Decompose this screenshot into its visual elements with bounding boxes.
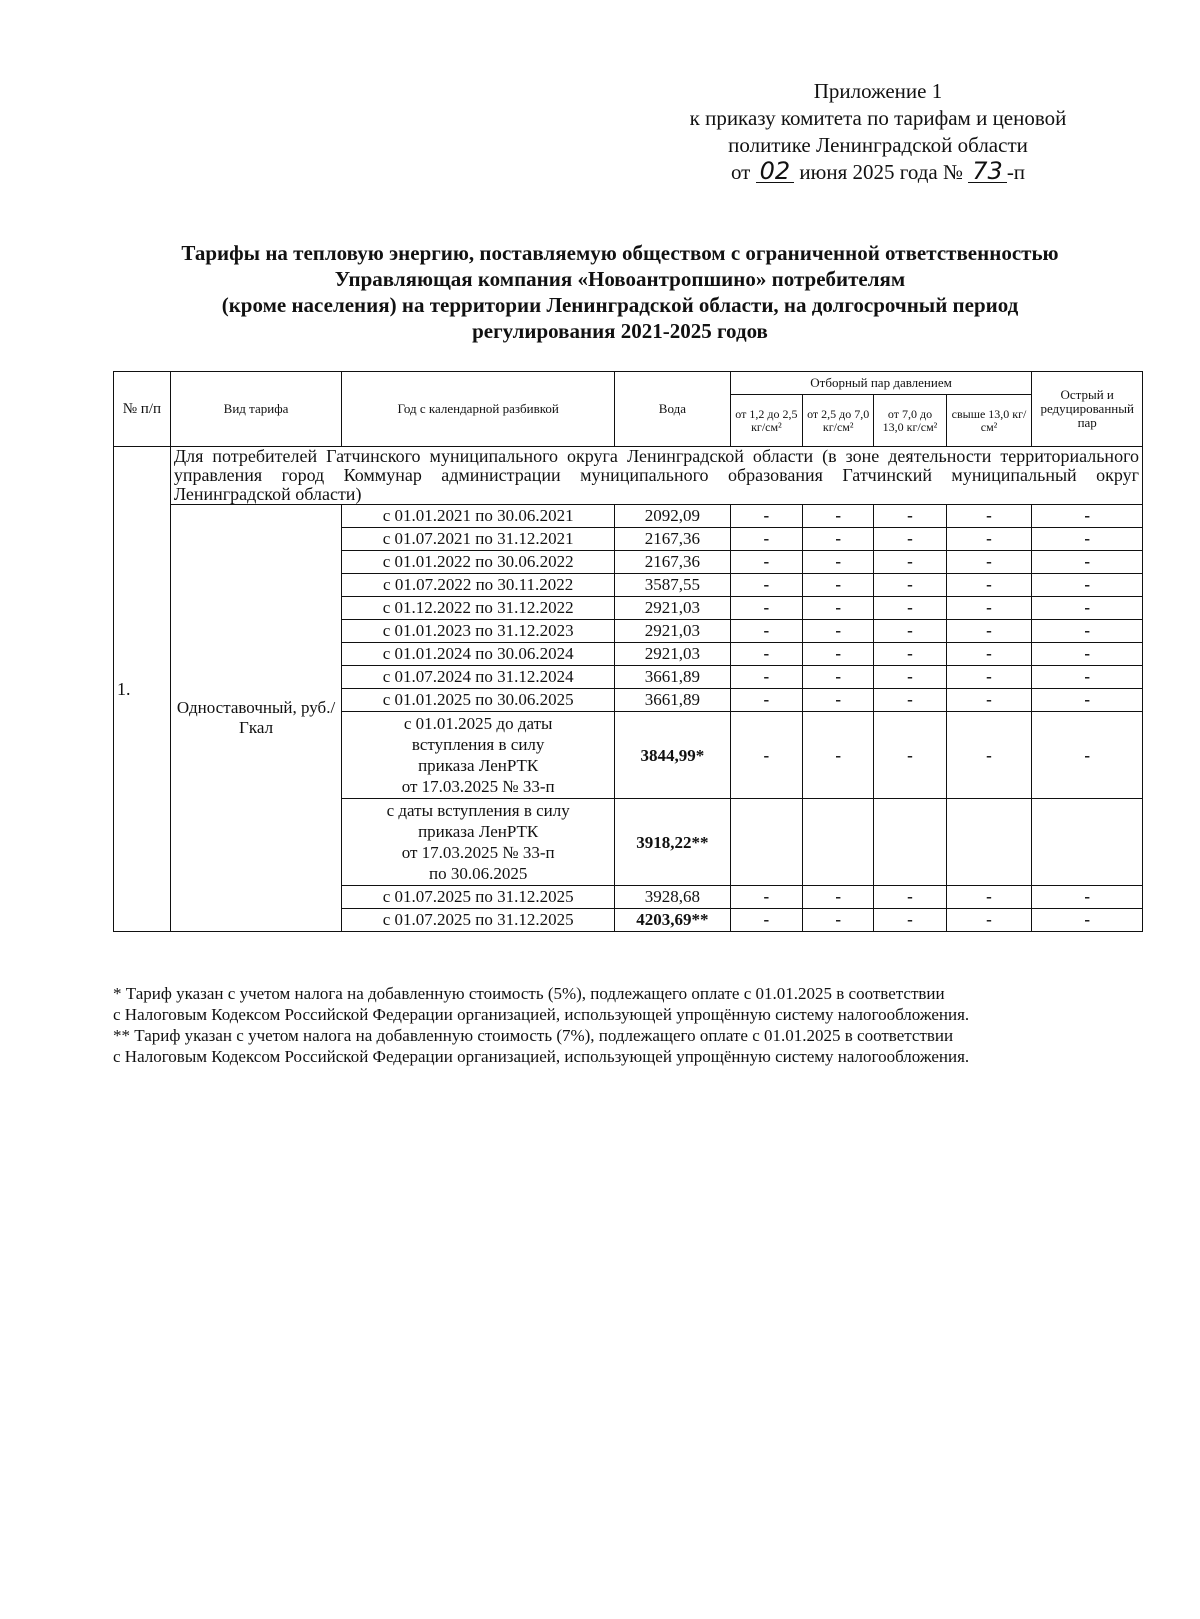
steam-1-cell: - <box>730 620 802 643</box>
steam-3-cell <box>874 799 946 886</box>
steam-3-cell: - <box>874 909 946 932</box>
steam-2-cell: - <box>803 689 874 712</box>
period-cell: с 01.01.2023 по 31.12.2023 <box>342 620 615 643</box>
period-cell: с 01.07.2025 по 31.12.2025 <box>342 909 615 932</box>
consumer-group: Для потребителей Гатчинского муниципального округа Ленинградской области (в зоне деятельности территориального управления город Коммунар администрации муниципального образования Гатчинский муниципальный округ Ленинградской области) <box>170 447 1142 505</box>
steam-4-cell: - <box>946 712 1032 799</box>
steam-2-cell: - <box>803 666 874 689</box>
steam-4-cell: - <box>946 689 1032 712</box>
header-steam-group: Отборный пар давлением <box>730 372 1032 395</box>
footnotes <box>113 983 1153 1067</box>
appendix-line2: к приказу комитета по тарифам и ценовой <box>689 106 1067 130</box>
date-rest: июня 2025 года № <box>799 160 964 184</box>
steam-3-cell: - <box>874 551 946 574</box>
steam-1-cell: - <box>730 909 802 932</box>
steam-4-cell: - <box>946 574 1032 597</box>
period-line: вступления в силу <box>411 735 545 754</box>
water-cell: 3844,99* <box>615 712 731 799</box>
steam-1-cell: - <box>730 689 802 712</box>
order-suffix: -п <box>1006 160 1026 184</box>
steam-3-cell: - <box>874 666 946 689</box>
title-line4: регулирования 2021-2025 годов <box>472 319 768 343</box>
steam-3-cell: - <box>874 689 946 712</box>
title-line3: (кроме населения) на территории Ленинградской области, на долгосрочный период <box>221 293 1019 317</box>
water-cell: 3661,89 <box>615 689 731 712</box>
water-cell: 3661,89 <box>615 666 731 689</box>
sharp-steam-cell: - <box>1032 505 1143 528</box>
sharp-steam-cell: - <box>1032 689 1143 712</box>
header-period: Год с календарной разбивкой <box>342 372 615 447</box>
steam-3-cell: - <box>874 620 946 643</box>
steam-3-cell: - <box>874 712 946 799</box>
document-title <box>100 240 1140 344</box>
tariff-table <box>113 371 1143 932</box>
water-cell: 3587,55 <box>615 574 731 597</box>
sharp-steam-cell: - <box>1032 574 1143 597</box>
header-steam-3: от 7,0 до 13,0 кг/см² <box>874 395 946 447</box>
period-cell-multiline <box>342 712 615 799</box>
appendix-line3: политике Ленинградской области <box>728 133 1028 157</box>
steam-2-cell: - <box>803 597 874 620</box>
period-cell: с 01.07.2025 по 31.12.2025 <box>342 886 615 909</box>
steam-2-cell: - <box>803 909 874 932</box>
header-steam-2: от 2,5 до 7,0 кг/см² <box>803 395 874 447</box>
steam-2-cell: - <box>803 712 874 799</box>
water-cell: 3928,68 <box>615 886 731 909</box>
footnote-1-line-1: * Тариф указан с учетом налога на добавленную стоимость (5%), подлежащего оплате с 01.01.2025 в соответствии <box>113 984 945 1003</box>
footnote-2-line-1: ** Тариф указан с учетом налога на добавленную стоимость (7%), подлежащего оплате с 01.01.2025 в соответствии <box>113 1026 954 1045</box>
steam-3-cell: - <box>874 597 946 620</box>
appendix-line1: Приложение 1 <box>813 79 943 103</box>
steam-4-cell: - <box>946 886 1032 909</box>
steam-4-cell: - <box>946 597 1032 620</box>
steam-4-cell: - <box>946 666 1032 689</box>
steam-3-cell: - <box>874 528 946 551</box>
period-cell-multiline <box>342 799 615 886</box>
steam-4-cell: - <box>946 643 1032 666</box>
title-line2: Управляющая компания «Новоантропшино» потребителям <box>334 267 906 291</box>
steam-1-cell: - <box>730 528 802 551</box>
steam-1-cell: - <box>730 643 802 666</box>
period-line: по 30.06.2025 <box>428 864 528 883</box>
header-steam-1: от 1,2 до 2,5 кг/см² <box>730 395 802 447</box>
water-cell: 4203,69** <box>615 909 731 932</box>
sharp-steam-cell <box>1032 799 1143 886</box>
row-number: 1. <box>114 447 171 932</box>
steam-2-cell: - <box>803 643 874 666</box>
handwritten-order-number: 73 <box>968 160 1007 183</box>
steam-4-cell: - <box>946 620 1032 643</box>
steam-2-cell: - <box>803 574 874 597</box>
period-cell: с 01.01.2022 по 30.06.2022 <box>342 551 615 574</box>
table-row <box>114 505 1143 528</box>
period-line: от 17.03.2025 № 33-п <box>401 843 555 862</box>
header-water: Вода <box>615 372 731 447</box>
water-cell: 2921,03 <box>615 620 731 643</box>
period-line: приказа ЛенРТК <box>418 756 539 775</box>
water-cell: 2167,36 <box>615 551 731 574</box>
header-row-1 <box>114 372 1143 395</box>
title-line1: Тарифы на тепловую энергию, поставляемую обществом с ограниченной ответственностью <box>181 241 1059 265</box>
consumer-group-row <box>114 447 1143 505</box>
steam-2-cell: - <box>803 528 874 551</box>
period-cell: с 01.01.2024 по 30.06.2024 <box>342 643 615 666</box>
water-cell: 2921,03 <box>615 643 731 666</box>
footnote-1-line-2: с Налоговым Кодексом Российской Федерации организацией, использующей упрощённую систему налогообложения. <box>113 1005 970 1024</box>
handwritten-day: 02 <box>756 160 795 183</box>
steam-1-cell: - <box>730 666 802 689</box>
steam-1-cell: - <box>730 712 802 799</box>
period-cell: с 01.01.2025 по 30.06.2025 <box>342 689 615 712</box>
period-line: приказа ЛенРТК <box>418 822 539 841</box>
period-line: от 17.03.2025 № 33-п <box>401 777 555 796</box>
sharp-steam-cell: - <box>1032 886 1143 909</box>
period-cell: с 01.07.2024 по 31.12.2024 <box>342 666 615 689</box>
steam-2-cell <box>803 799 874 886</box>
water-cell: 3918,22** <box>615 799 731 886</box>
sharp-steam-cell: - <box>1032 643 1143 666</box>
steam-2-cell: - <box>803 551 874 574</box>
steam-2-cell: - <box>803 886 874 909</box>
period-cell: с 01.07.2021 по 31.12.2021 <box>342 528 615 551</box>
steam-1-cell: - <box>730 597 802 620</box>
appendix-date-line <box>648 159 1108 186</box>
steam-4-cell: - <box>946 909 1032 932</box>
steam-1-cell: - <box>730 886 802 909</box>
appendix-header <box>648 78 1108 186</box>
tariff-type: Одноставочный, руб./Гкал <box>170 505 341 932</box>
steam-1-cell: - <box>730 574 802 597</box>
sharp-steam-cell: - <box>1032 909 1143 932</box>
steam-4-cell: - <box>946 551 1032 574</box>
steam-3-cell: - <box>874 643 946 666</box>
sharp-steam-cell: - <box>1032 620 1143 643</box>
period-cell: с 01.01.2021 по 30.06.2021 <box>342 505 615 528</box>
water-cell: 2092,09 <box>615 505 731 528</box>
steam-2-cell: - <box>803 620 874 643</box>
footnote-2-line-2: с Налоговым Кодексом Российской Федерации организацией, использующей упрощённую систему налогообложения. <box>113 1047 970 1066</box>
steam-3-cell: - <box>874 574 946 597</box>
sharp-steam-cell: - <box>1032 666 1143 689</box>
header-steam-4: свыше 13,0 кг/см² <box>946 395 1032 447</box>
water-cell: 2921,03 <box>615 597 731 620</box>
steam-3-cell: - <box>874 505 946 528</box>
steam-4-cell <box>946 799 1032 886</box>
sharp-steam-cell: - <box>1032 528 1143 551</box>
date-prefix: от <box>730 160 751 184</box>
water-cell: 2167,36 <box>615 528 731 551</box>
steam-2-cell: - <box>803 505 874 528</box>
steam-1-cell: - <box>730 505 802 528</box>
header-sharp-steam: Острый и редуцированный пар <box>1032 372 1143 447</box>
period-line: с 01.01.2025 до даты <box>403 714 553 733</box>
sharp-steam-cell: - <box>1032 597 1143 620</box>
header-num: № п/п <box>114 372 171 447</box>
steam-4-cell: - <box>946 505 1032 528</box>
steam-1-cell <box>730 799 802 886</box>
period-line: с даты вступления в силу <box>386 801 570 820</box>
sharp-steam-cell: - <box>1032 551 1143 574</box>
period-cell: с 01.12.2022 по 31.12.2022 <box>342 597 615 620</box>
steam-4-cell: - <box>946 528 1032 551</box>
steam-1-cell: - <box>730 551 802 574</box>
period-cell: с 01.07.2022 по 30.11.2022 <box>342 574 615 597</box>
steam-3-cell: - <box>874 886 946 909</box>
header-tariff-type: Вид тарифа <box>170 372 341 447</box>
sharp-steam-cell: - <box>1032 712 1143 799</box>
